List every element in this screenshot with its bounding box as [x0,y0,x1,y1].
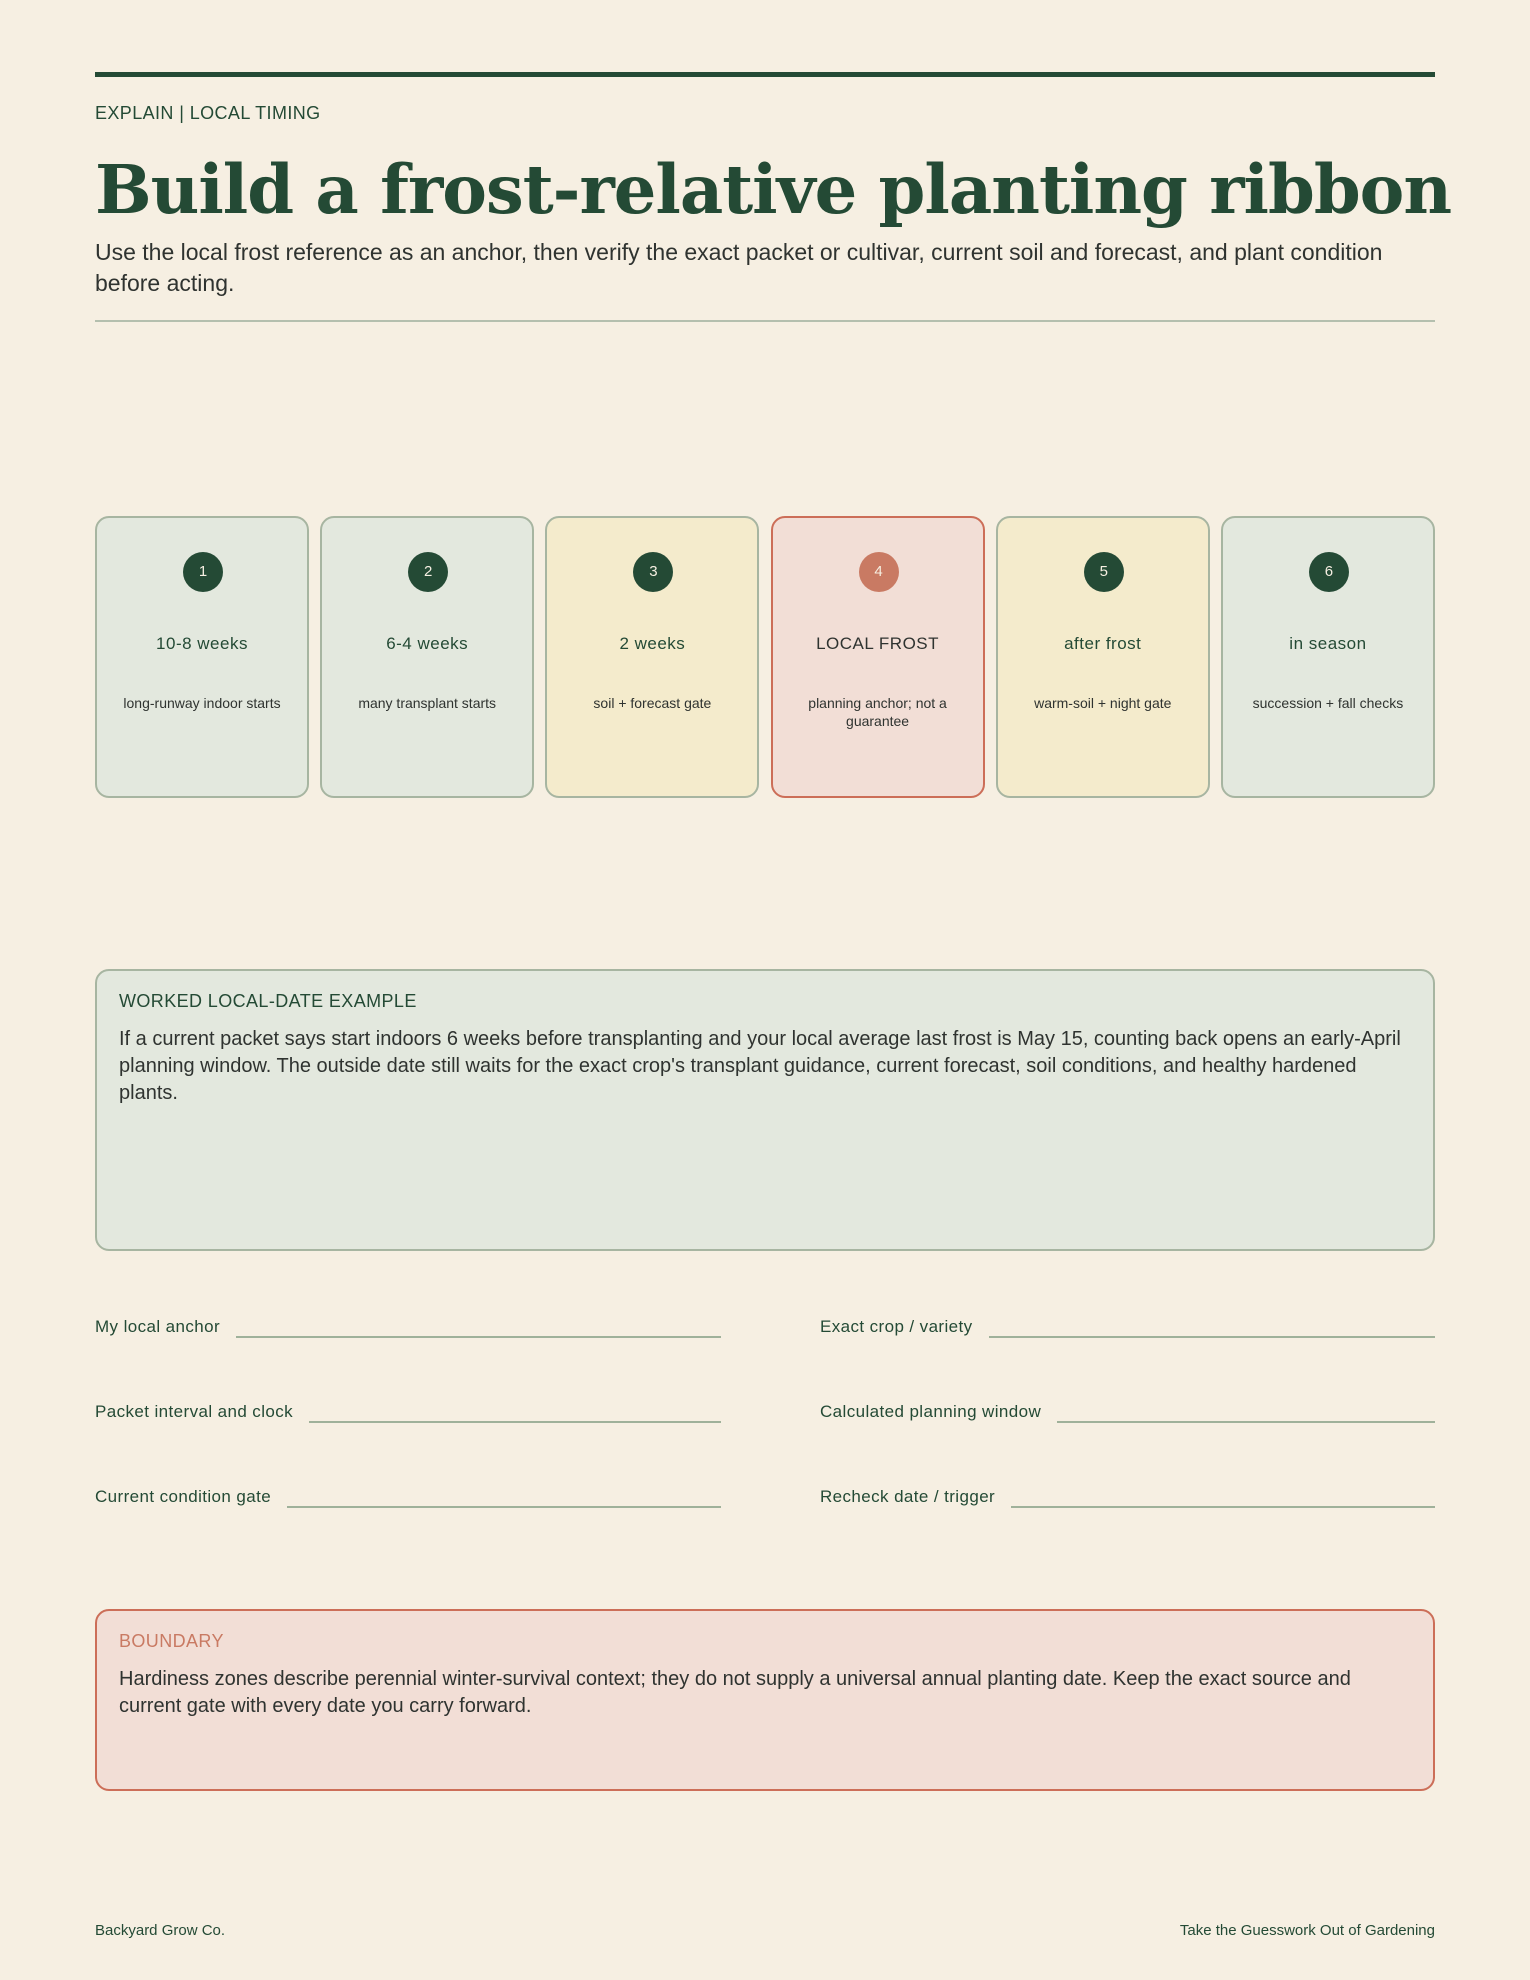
field-packet-interval[interactable] [95,1395,721,1425]
boundary-text: Hardiness zones describe perennial winter-survival context; they do not supply a universal annual planting date. Keep the exact source and current gate with every date you carry forward. [119,1668,1351,1717]
ribbon-step-1 [95,516,309,798]
header-divider [95,320,1435,322]
step-title: 2 weeks [619,634,686,653]
step-title: in season [1289,634,1367,653]
field-planning-window[interactable] [820,1395,1435,1425]
footer-brand: Backyard Grow Co. [95,1922,226,1939]
field-label: Recheck date / trigger [820,1487,996,1506]
top-rule [95,72,1435,77]
step-description: long-runway indoor starts [123,695,281,711]
step-title: after frost [1064,634,1142,653]
step-title: 6-4 weeks [386,634,469,653]
ribbon-step-6 [1221,516,1435,798]
step-description: soil + forecast gate [593,695,712,711]
boundary-label: BOUNDARY [119,1631,224,1651]
field-label: Packet interval and clock [95,1402,294,1421]
worked-example-text: If a current packet says start indoors 6 weeks before transplanting and your local average last frost is May 15, counting back opens an early-April planning window. The outside date still waits for the exact crop's transplant guidance, current forecast, soil conditions, and healthy hardened plants. [119,1028,1401,1104]
field-condition-gate[interactable] [95,1480,721,1510]
write-in-line[interactable] [1011,1506,1435,1508]
step-number-badge: 6 [1309,552,1349,592]
ribbon-step-5 [996,516,1210,798]
step-description: warm-soil + night gate [1034,695,1172,711]
field-recheck[interactable] [820,1480,1435,1510]
step-number-badge: 3 [633,552,673,592]
ribbon-step-4-local-frost [771,516,985,798]
field-label: Calculated planning window [820,1402,1042,1421]
write-in-line[interactable] [236,1336,721,1338]
step-description: planning anchor; not a guarantee [808,695,947,729]
field-label: Exact crop / variety [820,1317,973,1336]
worked-example-card [95,969,1435,1251]
step-title: 10-8 weeks [156,634,248,653]
step-number-badge: 5 [1084,552,1124,592]
footer-tagline: Take the Guesswork Out of Gardening [1179,1922,1435,1939]
field-local-anchor[interactable] [95,1310,721,1340]
step-number-badge: 2 [408,552,448,592]
step-number-badge: 4 [859,552,899,592]
write-in-line[interactable] [1057,1421,1435,1423]
field-crop-variety[interactable] [820,1310,1435,1340]
step-description: many transplant starts [358,695,497,711]
step-description: succession + fall checks [1252,695,1404,711]
page-title: Build a frost-relative planting ribbon [95,150,1452,229]
worked-example-label: WORKED LOCAL-DATE EXAMPLE [119,991,417,1011]
field-label: My local anchor [95,1317,221,1336]
field-label: Current condition gate [95,1487,272,1506]
planting-ribbon [95,516,1435,798]
section-eyebrow: EXPLAIN | LOCAL TIMING [95,103,321,123]
write-in-line[interactable] [989,1336,1435,1338]
write-in-line[interactable] [287,1506,721,1508]
worksheet-page [95,0,1452,1980]
ribbon-step-2 [320,516,534,798]
write-in-line[interactable] [309,1421,721,1423]
ribbon-step-3 [545,516,759,798]
step-number-badge: 1 [183,552,223,592]
boundary-card [95,1609,1435,1791]
page-subtitle: Use the local frost reference as an anchor, then verify the exact packet or cultivar, current soil and forecast, and plant condition before acting. [95,239,1383,296]
step-title: LOCAL FROST [816,634,940,653]
